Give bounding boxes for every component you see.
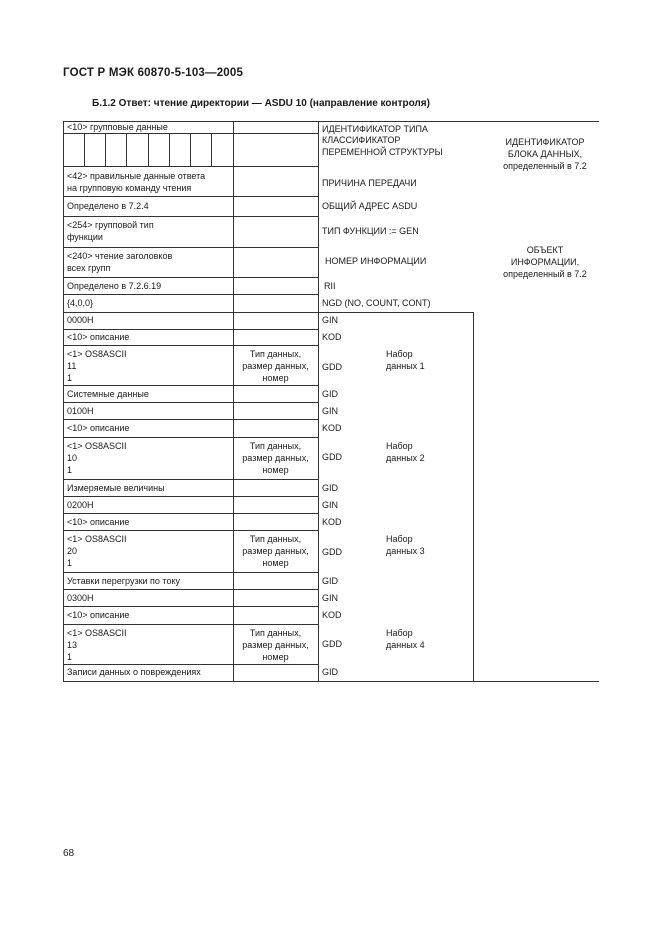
ngd-value: {4,0,0} (67, 298, 94, 308)
bit-separator (84, 133, 85, 166)
gdd-label: GDD (322, 639, 342, 649)
bit-separator (148, 133, 149, 166)
gin-value: 0200H (67, 500, 94, 510)
gid-value: Измеряемые величины (67, 483, 165, 493)
table-bottom-border (63, 681, 599, 682)
gin-label: GIN (322, 315, 339, 325)
kod-value: <10> описание (67, 610, 130, 620)
type-id-label: ИДЕНТИФИКАТОР ТИПА (322, 124, 428, 134)
gid-label: GID (322, 483, 339, 493)
dataset-label: Набор данных 4 (386, 628, 425, 650)
page-header: ГОСТ Р МЭК 60870-5-103—2005 (63, 67, 244, 79)
rii-label: RII (324, 281, 336, 291)
bit-separator (190, 133, 191, 166)
row-line (63, 419, 318, 420)
function-type-value: <254> групповой тип функции (67, 220, 154, 242)
info-number-label: НОМЕР ИНФОРМАЦИИ (325, 256, 427, 266)
gdd-label: GDD (322, 547, 342, 557)
row-line (63, 624, 318, 625)
gdd-value: <1> OS8ASCII 11 1 (67, 349, 127, 383)
kod-label: KOD (322, 332, 342, 342)
data-type-label: Тип данных, размер данных, номер (242, 441, 309, 475)
kod-value: <10> описание (67, 332, 130, 342)
row-line (63, 277, 318, 278)
dataset-label: Набор данных 2 (386, 441, 425, 463)
table-divider-mid (233, 121, 234, 681)
table-left-border (63, 121, 64, 681)
gin-value: 0300H (67, 593, 94, 603)
section-title: Б.1.2 Ответ: чтение директории — ASDU 10 (направление контроля) (92, 98, 430, 109)
gid-label: GID (322, 576, 339, 586)
row-line (63, 513, 318, 514)
data-type-label: Тип данных, размер данных, номер (242, 349, 309, 383)
gin-label: GIN (322, 500, 339, 510)
gin-value: 0100H (67, 406, 94, 416)
bit-separator (126, 133, 127, 166)
gid-value: Записи данных о повреждениях (67, 667, 201, 677)
gdd-label: GDD (322, 362, 342, 372)
type-id-value: <10> групповые данные (67, 122, 168, 132)
gid-value: Системные данные (67, 389, 149, 399)
row-line (63, 664, 318, 665)
gdd-value: <1> OS8ASCII 20 1 (67, 534, 127, 568)
cot-value: <42> правильные данные ответа на групповую команду чтения (67, 171, 206, 193)
row-line (63, 385, 318, 386)
gid-label: GID (322, 389, 339, 399)
row-line (63, 530, 318, 531)
row-line (63, 589, 318, 590)
page-number: 68 (63, 848, 75, 859)
function-type-label: ТИП ФУНКЦИИ := GEN (322, 226, 419, 236)
table-divider-right (318, 121, 319, 681)
kod-value: <10> описание (67, 517, 130, 527)
data-type-label: Тип данных, размер данных, номер (242, 628, 309, 662)
row-line (63, 312, 473, 313)
kod-label: KOD (322, 517, 342, 527)
kod-label: KOD (322, 610, 342, 620)
vsq-label: КЛАССИФИКАТОР ПЕРЕМЕННОЙ СТРУКТУРЫ (322, 135, 443, 157)
row-line (63, 572, 318, 573)
bit-separator (169, 133, 170, 166)
data-unit-identifier-label: ИДЕНТИФИКАТОР БЛОКА ДАННЫХ, определенный в 7.2 (503, 137, 587, 171)
ioa-box-right-border (473, 312, 474, 681)
ngd-label: NGD (NO, COUNT, CONT) (322, 298, 431, 308)
information-object-label: ОБЪЕКТ ИНФОРМАЦИИ, определенный в 7.2 (503, 245, 587, 279)
kod-label: KOD (322, 423, 342, 433)
row-line (63, 294, 318, 295)
row-line (63, 345, 318, 346)
common-address-label: ОБЩИЙ АДРЕС ASDU (322, 201, 418, 211)
row-line (63, 247, 318, 248)
kod-value: <10> описание (67, 423, 130, 433)
cot-label: ПРИЧИНА ПЕРЕДАЧИ (322, 178, 417, 188)
dataset-label: Набор данных 1 (386, 349, 425, 371)
rii-value: Определено в 7.2.6.19 (67, 281, 162, 291)
row-line (63, 479, 318, 480)
row-line (63, 166, 318, 167)
info-number-value: <240> чтение заголовков всех групп (67, 251, 173, 273)
row-line (63, 496, 318, 497)
gdd-label: GDD (322, 452, 342, 462)
gin-label: GIN (322, 593, 339, 603)
row-line (63, 216, 318, 217)
bit-separator (105, 133, 106, 166)
row-line (63, 606, 318, 607)
gin-label: GIN (322, 406, 339, 416)
gdd-value: <1> OS8ASCII 13 1 (67, 628, 127, 662)
common-address-value: Определено в 7.2.4 (67, 201, 149, 211)
data-type-label: Тип данных, размер данных, номер (242, 534, 309, 568)
row-line (63, 196, 318, 197)
row-line (63, 402, 318, 403)
gid-value: Уставки перегрузки по току (67, 576, 181, 586)
row-line (63, 437, 318, 438)
dataset-label: Набор данных 3 (386, 534, 425, 556)
gdd-value: <1> OS8ASCII 10 1 (67, 441, 127, 475)
gin-value: 0000H (67, 315, 94, 325)
bit-separator (211, 133, 212, 166)
gid-label: GID (322, 667, 339, 677)
row-line (63, 329, 318, 330)
